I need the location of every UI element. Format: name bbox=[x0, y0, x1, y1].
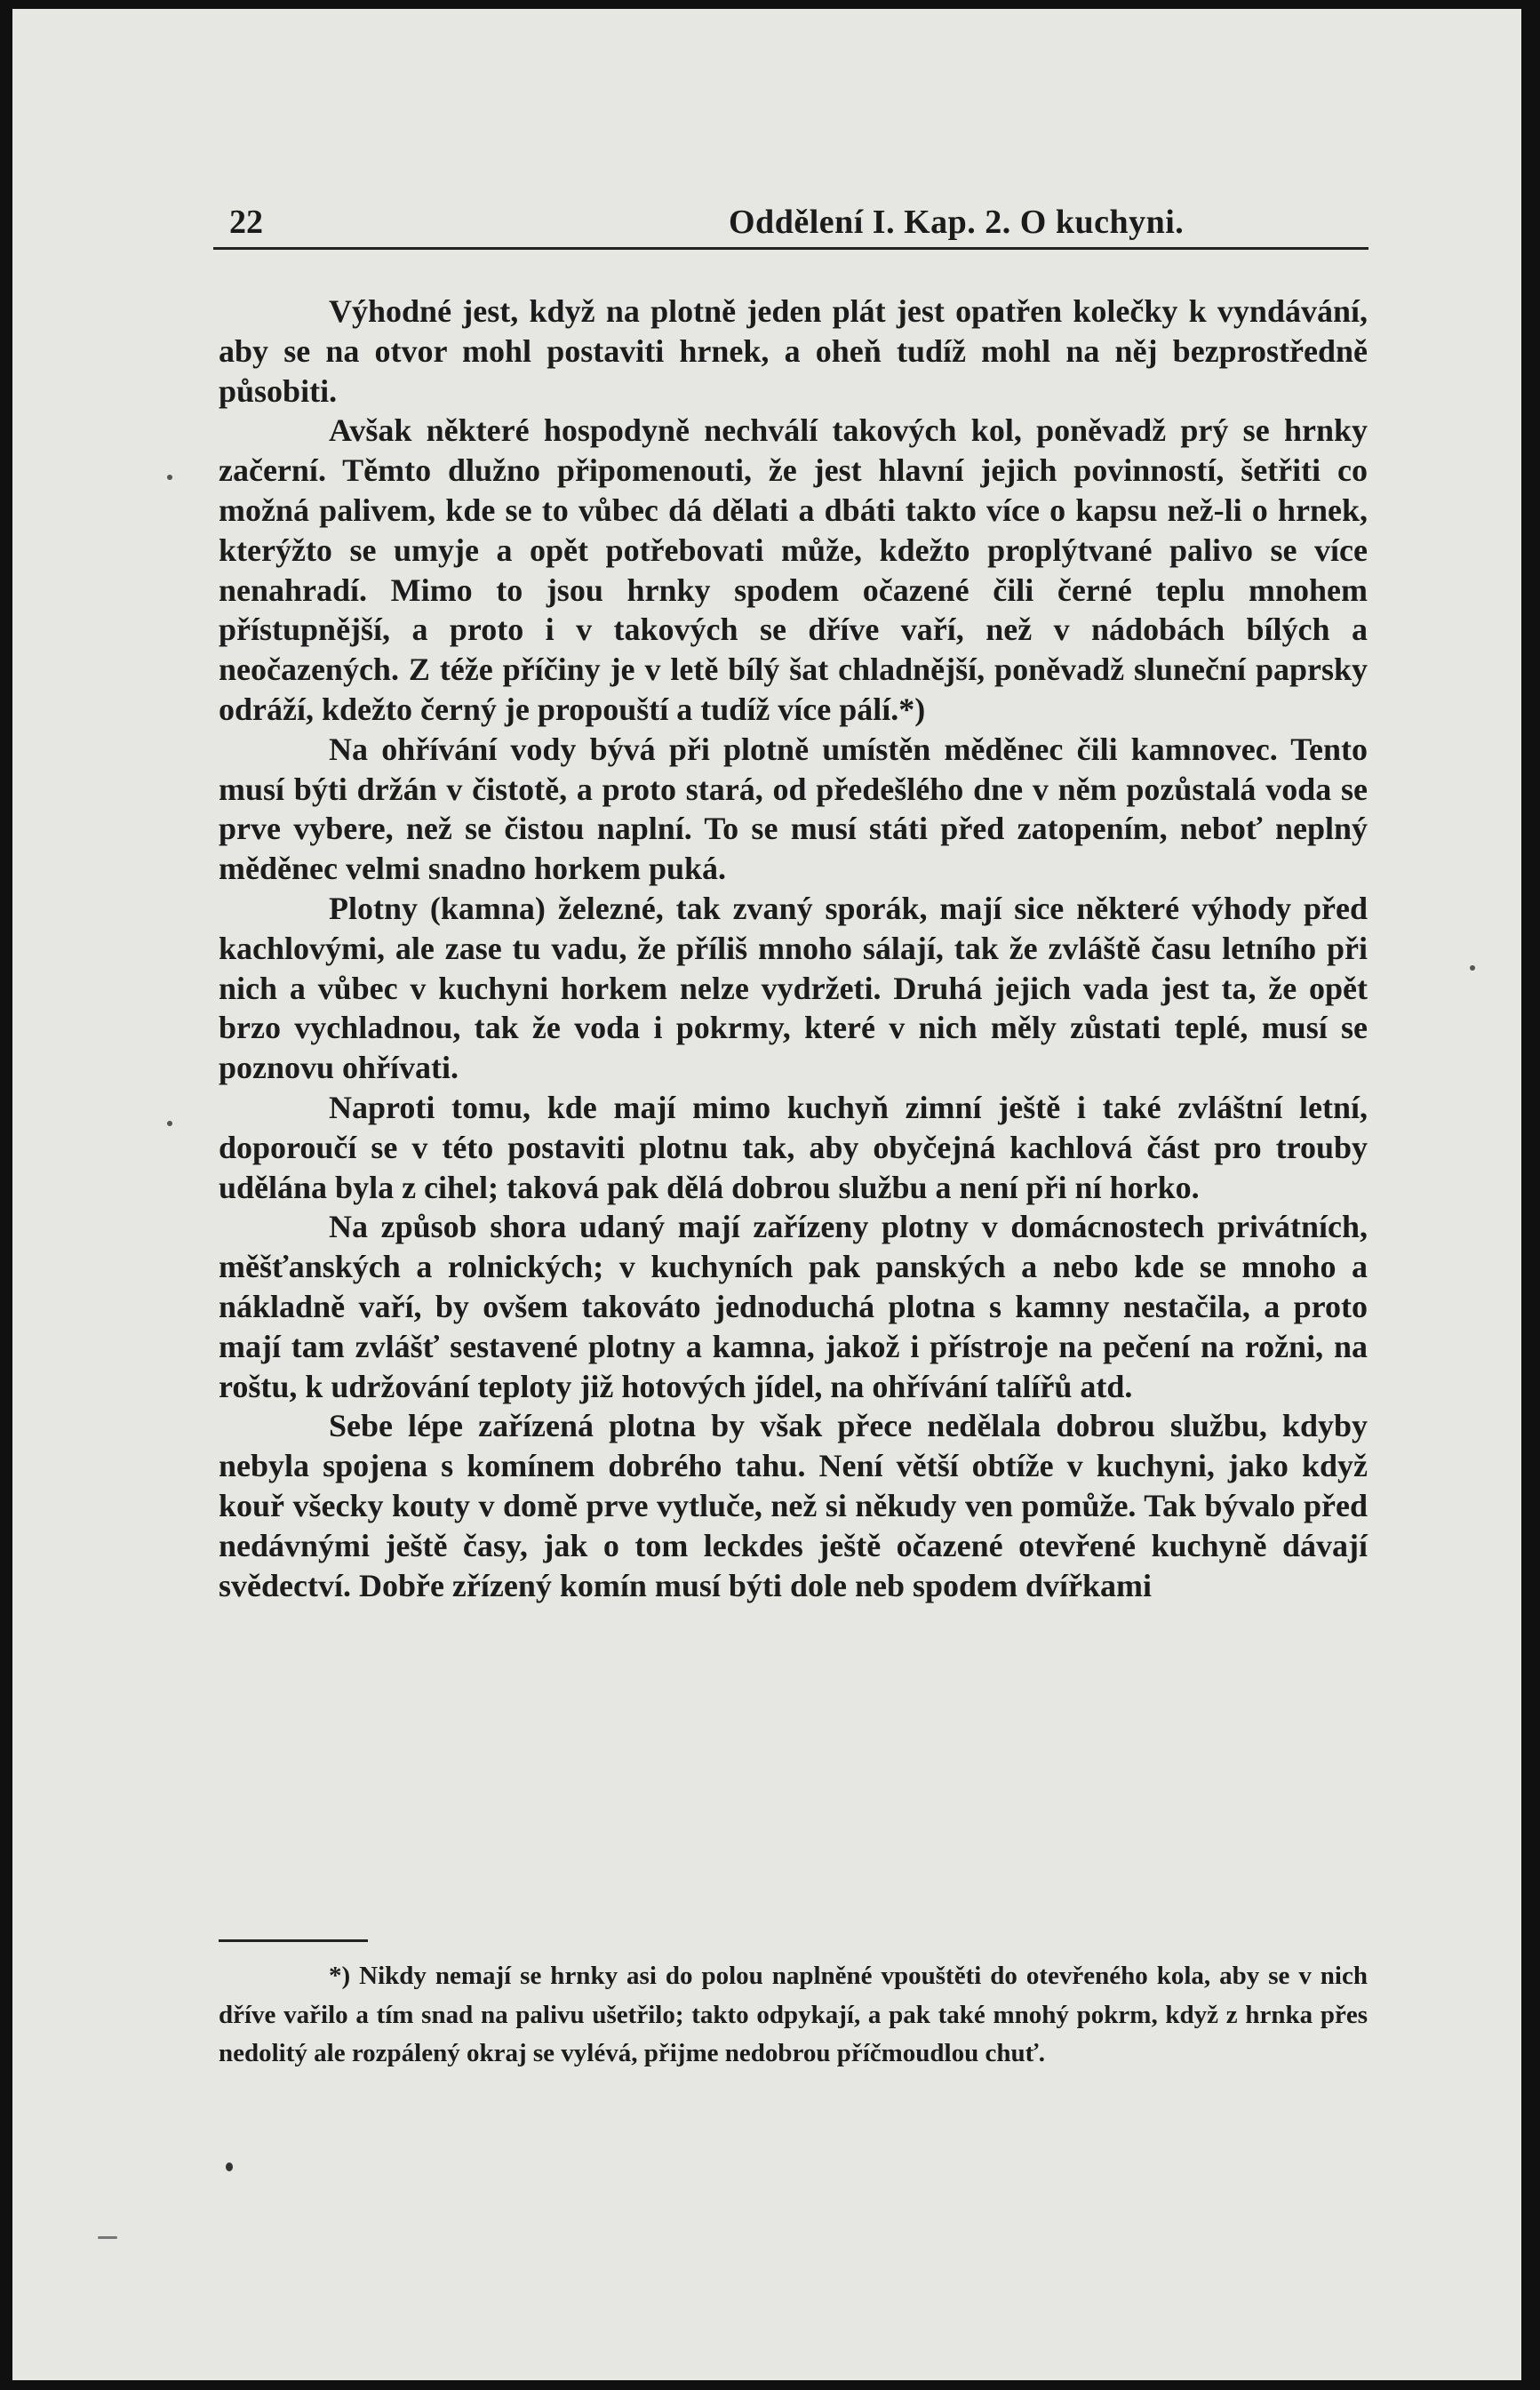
speck-mark bbox=[226, 2162, 233, 2171]
paragraph: Výhodné jest, když na plotně jeden plát jest opatřen kolečky k vyndávání, aby se na otvor mohl postaviti hrnek, a oheň tudíž mohl na něj bezprostředně působiti. bbox=[219, 293, 1368, 409]
body-text bbox=[219, 292, 1368, 1605]
book-page bbox=[12, 9, 1521, 2380]
header-rule bbox=[213, 247, 1368, 250]
speck-mark bbox=[1470, 965, 1475, 971]
paragraph: Naproti tomu, kde mají mimo kuchyň zimní ještě i také zvláštní letní, doporoučí se v této postaviti plotnu tak, aby obyčejná kachlová část pro trouby udělána byla z cihel; taková pak dělá dobrou službu a není při ní horko. bbox=[219, 1089, 1368, 1205]
speck-mark bbox=[98, 2236, 117, 2239]
paragraph: Na způsob shora udaný mají zařízeny plotny v domácnostech privátních, měšťanských a rolnických; v kuchyních pak panských a nebo kde se mnoho a nákladně vaří, by ovšem takováto jednoduchá plotna s kamny nestačila, a proto mají tam zvlášť sestavené plotny a kamna, jakož i přístroje na pečení na rožni, na roštu, k udržování teploty již hotových jídel, na ohřívání talířů atd. bbox=[219, 1209, 1368, 1404]
speck-mark bbox=[167, 1121, 172, 1126]
page-header bbox=[213, 194, 1368, 244]
footnote bbox=[219, 1957, 1368, 2074]
paragraph: Na ohřívání vody bývá při plotně umístěn měděnec čili kamnovec. Tento musí býti držán v čistotě, a proto stará, od předešlého dne v něm pozůstalá voda se prve vybere, než se čistou naplní. To se musí státi před zatopením, neboť neplný měděnec velmi snadno horkem puká. bbox=[219, 731, 1368, 887]
page-number: 22 bbox=[229, 204, 263, 241]
footnote-text: *) Nikdy nemají se hrnky asi do polou naplněné vpouštěti do otevřeného kola, aby se v nich dříve vařilo a tím snad na palivu ušetřilo; takto odpykají, a pak také mnohý pokrm, když z hrnka přes nedolitý ale rozpálený okraj se vylévá, přijme nedobrou příčmoudlou chuť. bbox=[219, 1962, 1368, 2067]
running-title: Oddělení I. Kap. 2. O kuchyni. bbox=[729, 204, 1185, 241]
footnote-rule bbox=[219, 1939, 368, 1942]
speck-mark bbox=[167, 475, 172, 480]
paragraph: Plotny (kamna) železné, tak zvaný sporák, mají sice některé výhody před kachlovými, ale zase tu vadu, že příliš mnoho sálají, tak že zvláště času letního při nich a vůbec v kuchyni horkem nelze vydržeti. Druhá jejich vada jest ta, že opět brzo vychladnou, tak že voda i pokrmy, které v nich měly zůstati teplé, musí se poznovu ohřívati. bbox=[219, 890, 1368, 1086]
paragraph: Sebe lépe zařízená plotna by však přece nedělala dobrou službu, kdyby nebyla spojena s komínem dobrého tahu. Není větší obtíže v kuchyni, jako když kouř všecky kouty v domě prve vytluče, než si někudy ven pomůže. Tak bývalo před nedávnými ještě časy, jak o tom leckdes ještě očazené otevřené kuchyně dávají svědectví. Dobře zřízený komín musí býti dole neb spodem dvířkami bbox=[219, 1408, 1368, 1603]
paragraph: Avšak některé hospodyně nechválí takových kol, poněvadž prý se hrnky začerní. Těmto dlužno připomenouti, že jest hlavní jejich povinností, šetřiti co možná palivem, kde se to vůbec dá dělati a dbáti takto více o kapsu než-li o hrnek, kterýžto se umyje a opět potřebovati může, kdežto proplýtvané palivo se více nenahradí. Mimo to jsou hrnky spodem očazené čili černé teplu mnohem přístupnější, a proto i v takových se dříve vaří, než v nádobách bílých a neočazených. Z téže příčiny je v letě bílý šat chladnější, poněvadž sluneční paprsky odráží, kdežto černý je propouští a tudíž více pálí.*) bbox=[219, 412, 1368, 727]
